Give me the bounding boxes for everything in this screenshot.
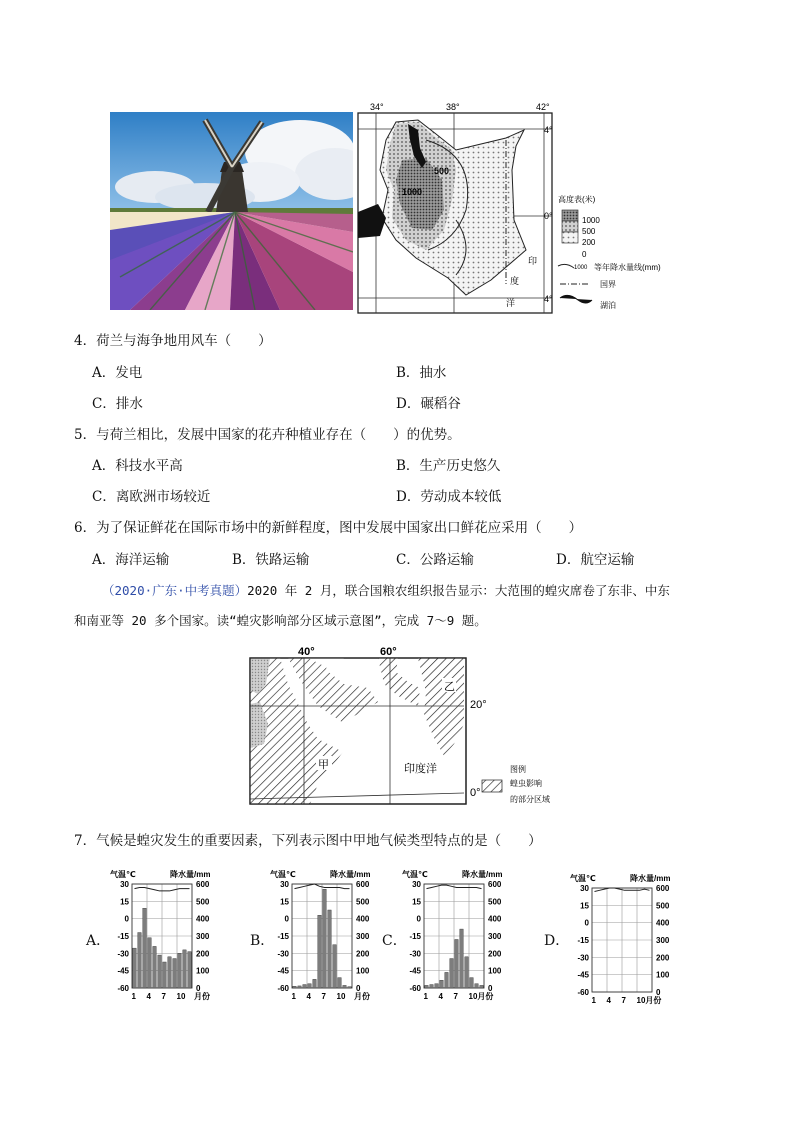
locust-map: [248, 644, 558, 806]
lon-40-label: 40°: [298, 646, 315, 658]
precip-tick-label: 200: [488, 949, 502, 959]
precip-tick-label: 0: [656, 988, 661, 997]
ocean-char-1: 印: [528, 256, 538, 266]
temp-tick-label: -45: [577, 970, 589, 980]
x-tick-label: 4: [606, 996, 611, 1005]
q5-option-d[interactable]: D．劳动成本较低: [396, 489, 502, 505]
locust-map-svg: [248, 644, 558, 806]
precip-tick-label: 400: [356, 914, 370, 924]
x-tick-label: 7: [453, 992, 458, 1001]
q6-option-a[interactable]: A．海洋运输: [92, 552, 170, 568]
precip-bar: [168, 957, 171, 988]
temp-tick-label: -15: [577, 936, 589, 945]
temp-tick-label: 30: [412, 880, 421, 889]
q7-option-b-letter[interactable]: B．: [250, 933, 275, 949]
temp-tick-label: 0: [416, 914, 421, 924]
contour-500-label: 500: [434, 166, 450, 176]
precip-tick-label: 500: [356, 897, 370, 907]
place-yi-label: 乙: [444, 681, 455, 693]
precip-bar: [470, 978, 473, 988]
temp-tick-label: 30: [580, 884, 589, 893]
precip-tick-label: 400: [656, 918, 670, 928]
right-axis-title: 降水量/mm: [330, 870, 371, 879]
climate-chart-d[interactable]: [568, 872, 708, 1012]
temp-tick-label: 0: [284, 914, 289, 924]
place-jia-label: 甲: [318, 759, 329, 771]
x-tick-label: 月份: [354, 992, 370, 1001]
precip-tick-label: 600: [196, 880, 210, 889]
legend-level-1000: 1000: [582, 216, 600, 225]
temp-tick-label: 15: [412, 897, 421, 907]
temp-tick-label: -45: [117, 966, 129, 976]
legend-item-line-1: 蝗虫影响: [510, 779, 542, 788]
precip-bar: [158, 955, 161, 988]
precip-tick-label: 200: [656, 953, 670, 963]
q5-option-c[interactable]: C．离欧洲市场较近: [92, 489, 211, 505]
precip-bar: [308, 984, 311, 988]
temp-tick-label: -30: [577, 953, 589, 963]
q4-option-a[interactable]: A．发电: [92, 365, 143, 381]
precip-tick-label: 300: [488, 932, 502, 941]
precip-bar: [480, 985, 483, 988]
precip-tick-label: 100: [196, 966, 210, 976]
precip-bar: [328, 910, 331, 988]
q6-option-c[interactable]: C．公路运输: [396, 552, 474, 568]
temp-tick-label: -30: [409, 949, 421, 959]
precip-bar: [143, 908, 146, 988]
temp-tick-label: 15: [120, 897, 129, 907]
lon-42-label: 42°: [536, 102, 550, 112]
temp-tick-label: 30: [120, 880, 129, 889]
windmill-photo-art: [110, 112, 353, 310]
precip-bar: [338, 978, 341, 988]
precip-bar: [188, 952, 191, 988]
precip-bar: [163, 962, 166, 988]
passage-source-tag: （2020·广东·中考真题）: [102, 583, 248, 598]
legend-level-200: 200: [582, 238, 596, 247]
precip-tick-label: 100: [656, 970, 670, 980]
lon-34-label: 34°: [370, 102, 384, 112]
precip-tick-label: 0: [196, 984, 201, 993]
x-tick-label: 7: [621, 996, 626, 1005]
right-axis-title: 降水量/mm: [462, 870, 503, 879]
temp-tick-label: -60: [277, 984, 289, 993]
precip-tick-label: 600: [488, 880, 502, 889]
x-tick-label: 1: [131, 992, 136, 1001]
precip-bar: [323, 889, 326, 988]
temp-tick-label: -15: [117, 932, 129, 941]
precip-bar: [173, 959, 176, 988]
precip-bar: [450, 959, 453, 988]
precip-bar: [133, 948, 136, 988]
legend-level-0: 0: [582, 250, 587, 259]
windmill-photo: [110, 112, 353, 310]
legend-swatch-1000: [562, 210, 578, 221]
precip-bar: [183, 950, 186, 988]
precip-tick-label: 600: [656, 884, 670, 893]
precip-tick-label: 500: [196, 897, 210, 907]
right-axis-title: 降水量/mm: [630, 874, 671, 883]
temp-tick-label: 15: [580, 901, 589, 911]
left-axis-title: 气温℃: [110, 870, 136, 879]
precip-tick-label: 500: [656, 901, 670, 911]
legend-title: 图例: [510, 765, 526, 774]
question-6-stem: 6．为了保证鲜花在国际市场中的新鲜程度，图中发展中国家出口鲜花应采用（ ）: [74, 520, 583, 536]
ocean-label: 印度洋: [404, 763, 437, 775]
q5-option-a[interactable]: A．科技水平高: [92, 458, 183, 474]
temp-tick-label: -30: [277, 949, 289, 959]
temp-tick-label: -45: [409, 966, 421, 976]
climate-chart-b[interactable]: [268, 868, 408, 1008]
temp-tick-label: -30: [117, 949, 129, 959]
x-tick-label: 10月份: [636, 996, 662, 1005]
x-tick-label: 1: [423, 992, 428, 1001]
precip-bar: [293, 986, 296, 988]
precip-bar: [178, 953, 181, 988]
legend-level-500: 500: [582, 227, 596, 236]
legend-isohyet-label: 等年降水量线(mm): [594, 263, 661, 272]
x-tick-label: 月份: [194, 992, 210, 1001]
legend-isohyet-value: 1000: [574, 265, 588, 271]
lon-60-label: 60°: [380, 646, 397, 658]
precip-tick-label: 300: [356, 932, 370, 941]
precip-tick-label: 100: [488, 966, 502, 976]
passage-line-1-text: 2020 年 2 月，联合国粮农组织报告显示：大范围的蝗灾席卷了东非、中东: [247, 583, 670, 598]
ocean-char-2: 度: [510, 276, 520, 286]
precip-bar: [445, 972, 448, 988]
q5-option-b[interactable]: B．生产历史悠久: [396, 458, 501, 474]
precip-bar: [425, 985, 428, 988]
temp-tick-label: 15: [280, 897, 289, 907]
lat-0-label: 0°: [470, 787, 481, 799]
precip-bar: [138, 933, 141, 988]
precip-bar: [313, 979, 316, 988]
climate-chart-a[interactable]: [108, 868, 248, 1008]
q4-option-b[interactable]: B．抽水: [396, 365, 447, 381]
x-tick-label: 4: [306, 992, 311, 1001]
q7-option-c-letter[interactable]: C．: [382, 933, 407, 949]
q7-option-d-letter[interactable]: D．: [544, 933, 570, 949]
temp-tick-label: -45: [277, 966, 289, 976]
legend-swatch-500: [562, 221, 578, 232]
precip-bar: [348, 987, 351, 988]
legend-isohyet-line: [558, 264, 574, 268]
q7-option-a-letter[interactable]: A．: [86, 933, 111, 949]
temp-tick-label: -60: [117, 984, 129, 993]
precip-bar: [148, 938, 151, 988]
precip-tick-label: 0: [356, 984, 361, 993]
precip-bar: [430, 985, 433, 988]
legend-hatch-swatch: [482, 780, 502, 792]
precip-tick-label: 100: [356, 966, 370, 976]
left-axis-title: 气温℃: [402, 870, 428, 879]
x-tick-label: 10: [336, 992, 346, 1001]
temp-tick-label: -15: [409, 932, 421, 941]
question-5-stem: 5．与荷兰相比，发展中国家的花卉种植业存在（ ）的优势。: [74, 427, 461, 443]
precip-bar: [303, 985, 306, 988]
legend-border-label: 国界: [600, 280, 616, 289]
contour-1000-label: 1000: [402, 187, 423, 197]
precip-bar: [465, 957, 468, 988]
lat-4s-label: 4°: [544, 294, 553, 304]
x-tick-label: 4: [438, 992, 443, 1001]
q6-option-b[interactable]: B．铁路运输: [232, 552, 310, 568]
precip-bar: [333, 945, 336, 988]
question-7-stem: 7．气候是蝗灾发生的重要因素，下列表示图中甲地气候类型特点的是（ ）: [74, 833, 542, 849]
precip-bar: [475, 984, 478, 988]
lat-0-label: 0°: [544, 211, 553, 221]
x-tick-label: 10月份: [468, 992, 494, 1001]
q4-option-c[interactable]: C．排水: [92, 396, 143, 412]
precip-tick-label: 200: [196, 949, 210, 959]
x-tick-label: 7: [161, 992, 166, 1001]
precip-tick-label: 400: [488, 914, 502, 924]
question-4-stem: 4．荷兰与海争地用风车（ ）: [74, 333, 272, 349]
ocean-char-3: 洋: [506, 298, 516, 308]
lon-38-label: 38°: [446, 102, 460, 112]
x-tick-label: 1: [591, 996, 596, 1005]
right-axis-title: 降水量/mm: [170, 870, 211, 879]
temp-tick-label: -60: [577, 988, 589, 997]
precip-tick-label: 400: [196, 914, 210, 924]
lat-4n-label: 4°: [544, 125, 553, 135]
x-tick-label: 10: [176, 992, 186, 1001]
precip-bar: [318, 915, 321, 988]
left-axis-title: 气温℃: [270, 870, 296, 879]
lat-20-label: 20°: [470, 699, 487, 711]
legend-swatch-200: [562, 232, 578, 243]
precip-bar: [455, 939, 458, 988]
precip-tick-label: 300: [656, 936, 670, 945]
x-tick-label: 1: [291, 992, 296, 1001]
precip-bar: [343, 985, 346, 988]
passage-line-1: [102, 582, 670, 600]
temp-tick-label: 0: [124, 914, 129, 924]
precip-tick-label: 600: [356, 880, 370, 889]
x-tick-label: 7: [321, 992, 326, 1001]
q6-option-d[interactable]: D．航空运输: [556, 552, 635, 568]
precip-bar: [440, 980, 443, 988]
legend-lake-label: 湖泊: [600, 301, 616, 310]
precip-bar: [435, 984, 438, 988]
precip-bar: [298, 986, 301, 988]
precip-tick-label: 500: [488, 897, 502, 907]
precip-tick-label: 0: [488, 984, 493, 993]
precip-tick-label: 300: [196, 932, 210, 941]
climate-chart-c[interactable]: [400, 868, 540, 1008]
x-tick-label: 4: [146, 992, 151, 1001]
temp-tick-label: 0: [584, 918, 589, 928]
temp-tick-label: 30: [280, 880, 289, 889]
legend-title: 高度表(米): [558, 195, 596, 204]
precip-bar: [153, 946, 156, 988]
precip-bar: [460, 929, 463, 988]
legend-lake-swatch: [560, 295, 592, 303]
kenya-map-svg: [356, 100, 686, 315]
legend-item-line-2: 的部分区域: [510, 795, 550, 804]
temp-tick-label: -15: [277, 932, 289, 941]
left-axis-title: 气温℃: [570, 874, 596, 883]
temp-tick-label: -60: [409, 984, 421, 993]
q4-option-d[interactable]: D．碾稻谷: [396, 396, 461, 412]
passage-line-2: 和南亚等 20 多个国家。读“蝗灾影响部分区域示意图”，完成 7～9 题。: [74, 613, 487, 628]
kenya-map: [356, 100, 686, 315]
precip-tick-label: 200: [356, 949, 370, 959]
